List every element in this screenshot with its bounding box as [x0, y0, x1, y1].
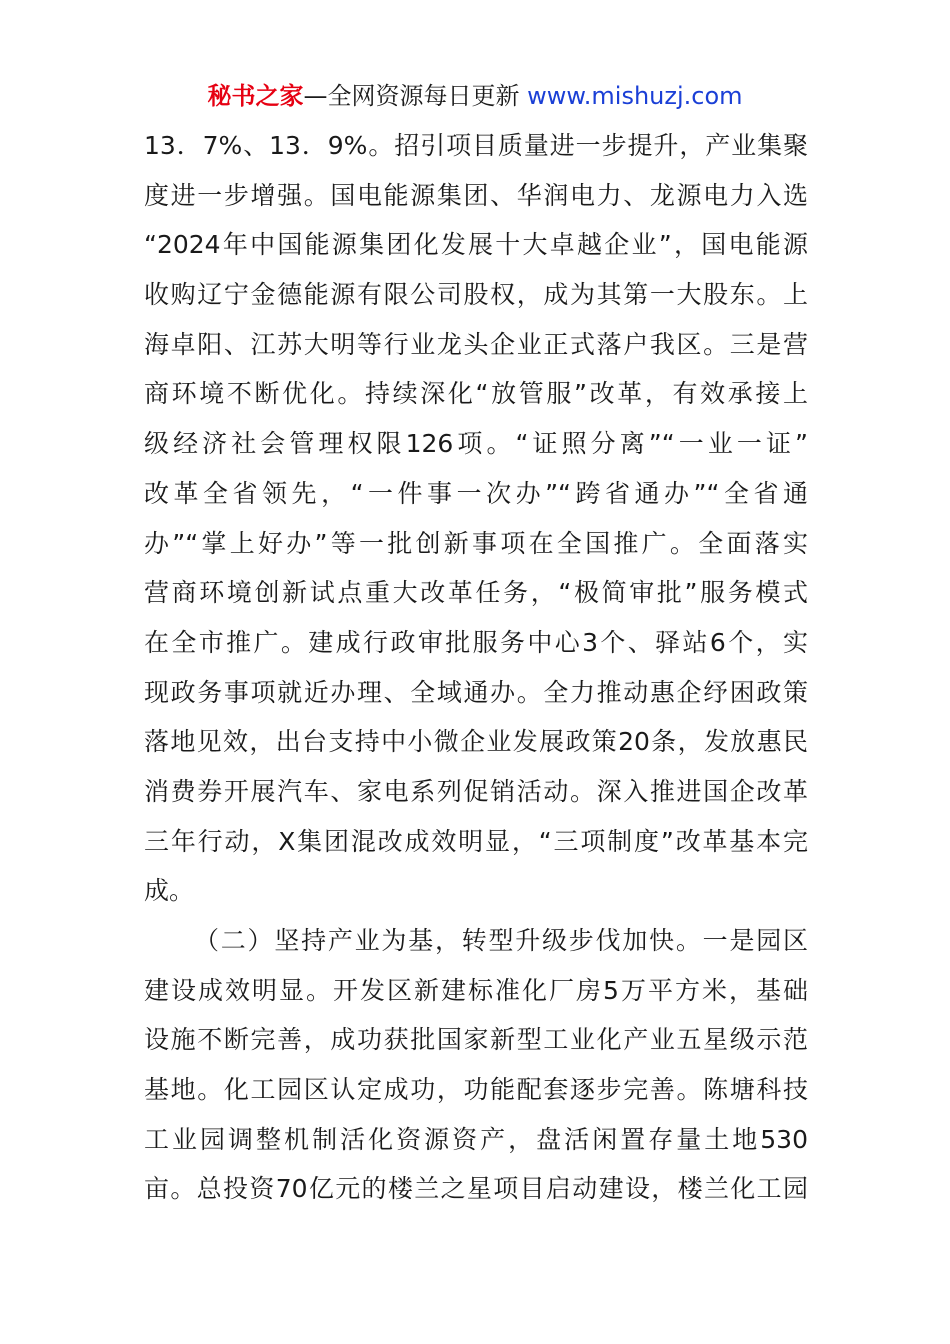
header-tagline: —全网资源每日更新: [303, 82, 520, 110]
text-line: 办”“掌上好办”等一批创新事项在全国推广。全面落实: [144, 528, 808, 558]
text-line: 三年行动，X集团混改成效明显，“三项制度”改革基本完: [144, 826, 808, 856]
text-line: 亩。总投资70亿元的楼兰之星项目启动建设，楼兰化工园: [144, 1174, 808, 1204]
text-line: 成。: [144, 876, 195, 906]
text-line: 消费券开展汽车、家电系列促销活动。深入推进国企改革: [144, 776, 808, 806]
brand-name: 秘书之家: [207, 82, 304, 110]
text-line: 度进一步增强。国电能源集团、华润电力、龙源电力入选: [144, 180, 808, 210]
text-line: 商环境不断优化。持续深化“放管服”改革，有效承接上: [144, 379, 808, 409]
text-line: 设施不断完善，成功获批国家新型工业化产业五星级示范: [144, 1025, 808, 1055]
text-line: 建设成效明显。开发区新建标准化厂房5万平方米，基础: [144, 975, 808, 1005]
text-line: 基地。化工园区认定成功，功能配套逐步完善。陈塘科技: [144, 1075, 808, 1105]
text-line: 级经济社会管理权限126项。“证照分离”“一业一证”: [144, 429, 808, 459]
text-line: 改革全省领先，“一件事一次办”“跨省通办”“全省通: [144, 478, 808, 508]
text-line: 营商环境创新试点重大改革任务，“极简审批”服务模式: [144, 578, 808, 608]
page-header: [0, 78, 950, 114]
section-heading-line: （二）坚持产业为基，转型升级步伐加快。一是园区: [194, 926, 808, 955]
body-text: [144, 121, 808, 1214]
text-line: 现政务事项就近办理、全域通办。全力推动惠企纾困政策: [144, 677, 808, 707]
text-line: 海卓阳、江苏大明等行业龙头企业正式落户我区。三是营: [144, 329, 808, 359]
site-url[interactable]: www.mishuzj.com: [527, 82, 743, 110]
text-line: 13．7%、13．9%。招引项目质量进一步提升，产业集聚: [144, 131, 808, 160]
text-line: 落地见效，出台支持中小微企业发展政策20条，发放惠民: [144, 727, 808, 757]
text-line: 收购辽宁金德能源有限公司股权，成为其第一大股东。上: [144, 280, 808, 310]
text-line: 在全市推广。建成行政审批服务中心3个、驿站6个，实: [144, 627, 808, 657]
text-line: 工业园调整机制活化资源资产，盘活闲置存量土地530: [144, 1124, 808, 1154]
text-line: “2024年中国能源集团化发展十大卓越企业”，国电能源: [144, 230, 808, 260]
